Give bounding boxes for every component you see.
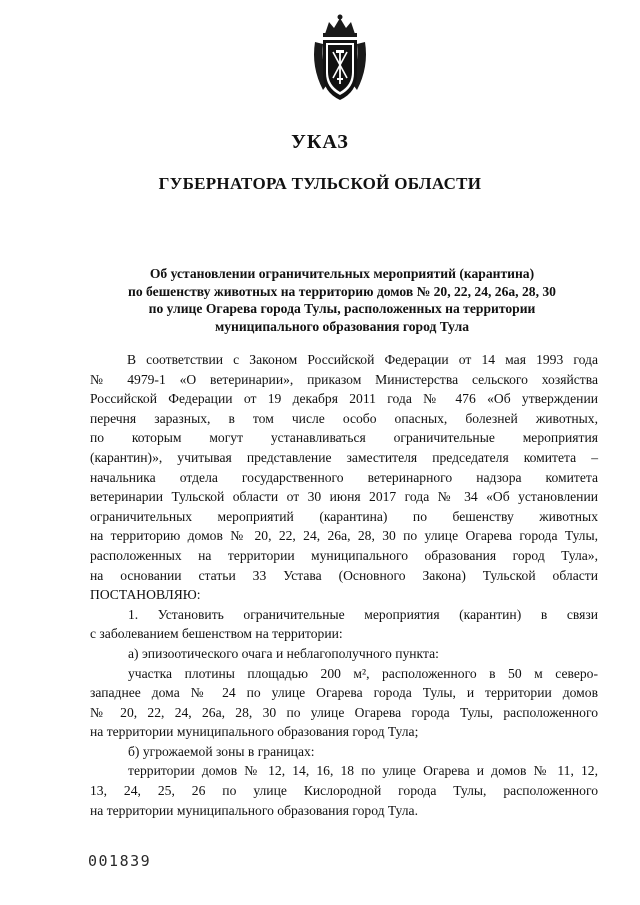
body-line: на основании статьи 33 Устава (Основного Закона) Тульской области (90, 567, 598, 583)
body-line: № 4979-1 «О ветеринарии», приказом Министерства сельского хозяйства (90, 371, 598, 387)
body-line: с заболеванием бешенством на территории: (90, 626, 343, 642)
body-line: В соответствии с Законом Российской Федерации от 14 мая 1993 года (127, 352, 598, 367)
body-line: 13, 24, 25, 26 по улице Кислородной города Тулы, расположенного (90, 783, 598, 799)
serial-number: 001839 (88, 852, 152, 870)
title-line: муниципального образования город Тула (214, 318, 470, 334)
body-line: № 20, 22, 24, 26а, 28, 30 по улице Огарева города Тулы, расположенного (90, 704, 598, 720)
decree-heading: УКАЗ (291, 131, 349, 153)
body-line: на территорию домов № 20, 22, 24, 26а, 28, 30 по улице Огарева города Тулы, (90, 528, 598, 544)
title-line: по улице Огарева города Тулы, расположенных на территории (148, 301, 536, 316)
body-line: ограничительных мероприятий (карантина) по бешенству животных (90, 508, 598, 524)
decree-title (72, 265, 612, 335)
body-line: ПОСТАНОВЛЯЮ: (90, 587, 201, 603)
body-line: территории домов № 12, 14, 16, 18 по улице Огарева и домов № 11, 12, (128, 763, 598, 779)
tula-coat-of-arms-icon (303, 12, 377, 104)
title-line: по бешенству животных на территорию домов № 20, 22, 24, 26а, 28, 30 (128, 283, 556, 299)
body-line: Российской Федерации от 19 декабря 2011 года № 476 «Об утверждении (90, 391, 598, 407)
body-line: 1. Установить ограничительные мероприятия (карантин) в связи (128, 606, 598, 622)
body-line: на территории муниципального образования город Тула; (90, 724, 419, 740)
body-line: на территории муниципального образования город Тула. (90, 802, 418, 818)
body-line: по которым могут устанавливаться ограничительные мероприятия (90, 430, 598, 446)
title-line: Об установлении ограничительных мероприятий (карантина) (149, 266, 535, 281)
issuer-heading: ГУБЕРНАТОРА ТУЛЬСКОЙ ОБЛАСТИ (158, 174, 482, 193)
body-line: ветеринарии Тульской области от 30 июня 2017 года № 34 «Об установлении (90, 489, 598, 505)
decree-body (90, 350, 598, 820)
body-line: (карантин)», учитывая представление заместителя председателя комитета – (90, 449, 598, 465)
body-line: б) угрожаемой зоны в границах: (128, 743, 315, 759)
body-line: перечня заразных, в том числе особо опасных, болезней животных, (90, 410, 598, 426)
body-line: расположенных на территории муниципального образования город Тула», (90, 547, 598, 563)
body-line: начальника отдела государственного ветеринарного надзора комитета (90, 469, 598, 485)
body-line: западнее дома № 24 по улице Огарева города Тулы, и территории домов (90, 685, 598, 701)
body-line: участка плотины площадью 200 м², расположенного в 50 м северо- (128, 665, 598, 681)
body-line: а) эпизоотического очага и неблагополучного пункта: (128, 645, 439, 661)
